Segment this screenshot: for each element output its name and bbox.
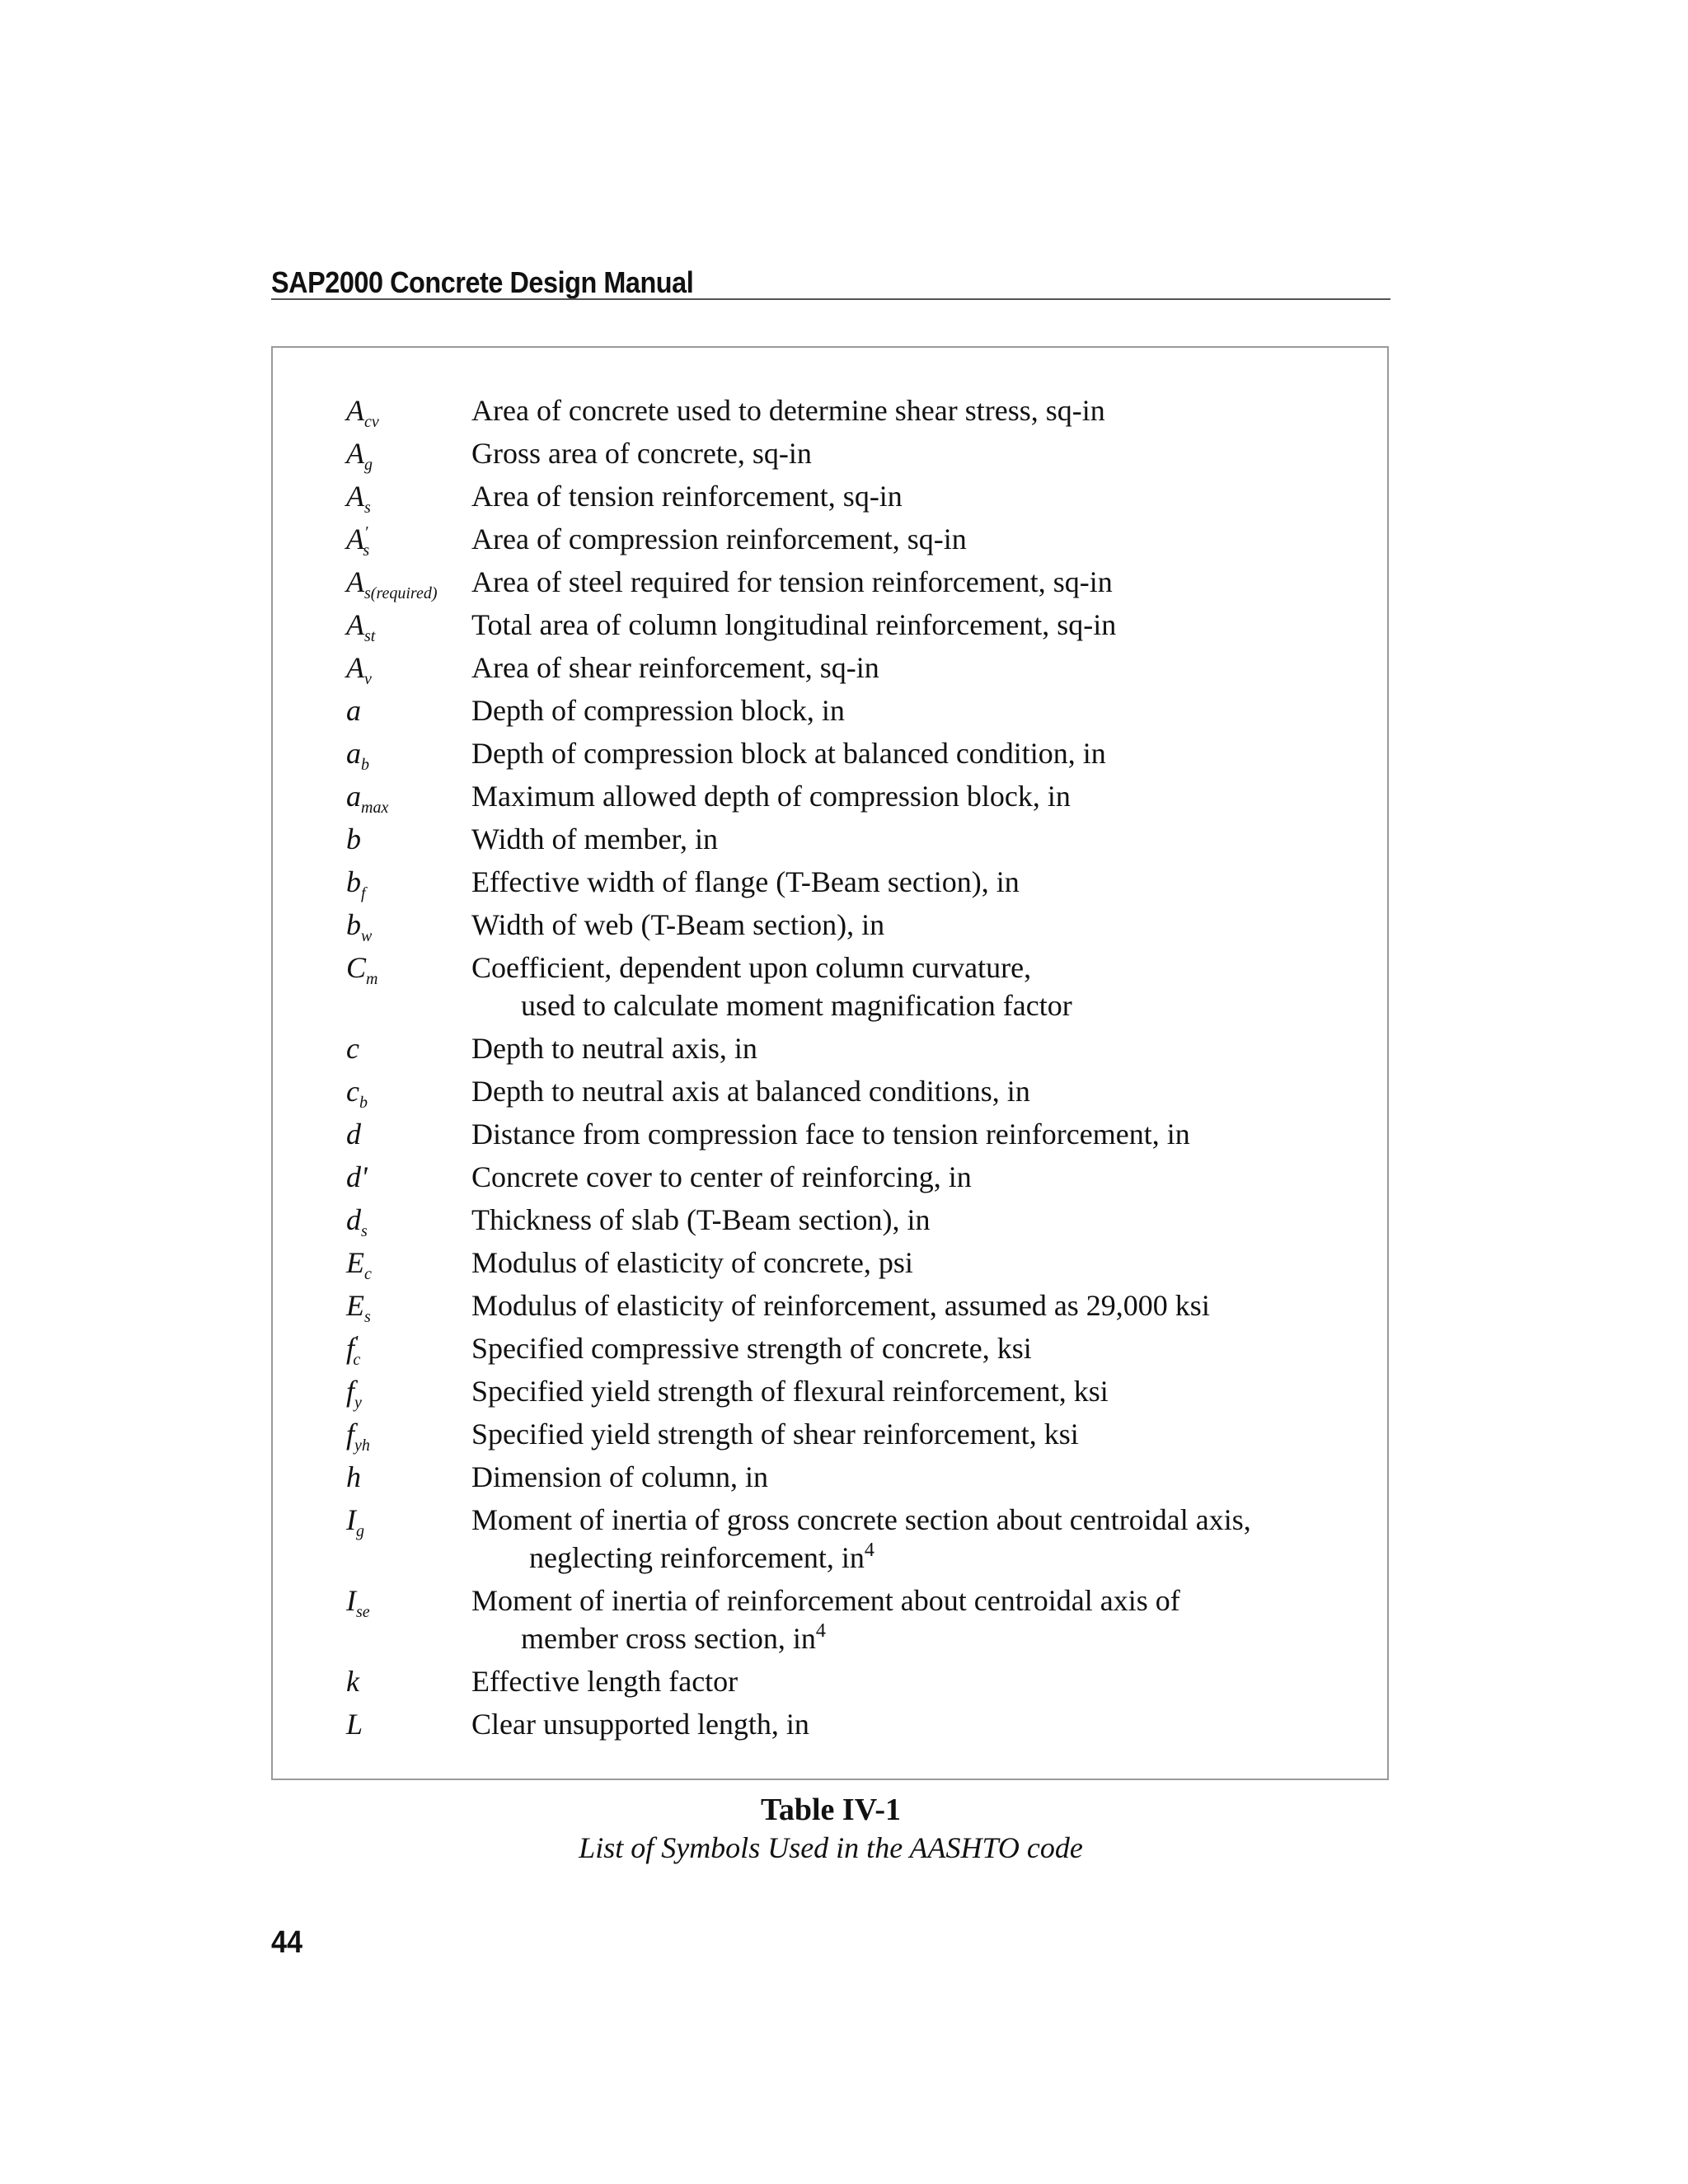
symbol: b — [346, 823, 361, 855]
symbol: $b_w$ — [346, 908, 373, 945]
symbol-row — [346, 1332, 1352, 1369]
symbol-description: Modulus of elasticity of concrete, psi — [471, 1246, 913, 1279]
symbol-description: Total area of column longitudinal reinforcement, sq-in — [471, 608, 1117, 641]
symbol-description: Modulus of elasticity of reinforcement, assumed as 29,000 ksi — [471, 1289, 1210, 1322]
symbol-description: Depth of compression block, in — [471, 694, 845, 727]
symbol-description: Area of concrete used to determine shear stress, sq-in — [471, 394, 1105, 427]
symbol-description: Clear unsupported length, in — [471, 1708, 809, 1741]
symbol-row — [346, 1418, 1352, 1455]
symbol: $f_{yh}$ — [346, 1418, 370, 1455]
symbol: $A_{s(required)}$ — [346, 565, 438, 602]
symbol: $A'_s$ — [346, 523, 370, 560]
symbol-row — [346, 1375, 1352, 1412]
symbol-description: Area of shear reinforcement, sq-in — [471, 651, 879, 684]
symbol-description: Width of member, in — [471, 823, 719, 855]
symbol-row — [346, 780, 1352, 817]
symbol-description: Thickness of slab (T-Beam section), in — [471, 1203, 931, 1236]
symbol-description: Moment of inertia of gross concrete section about centroidal axis, neglecting reinforcement, $in^4$ — [471, 1503, 1251, 1574]
symbol-description: Depth to neutral axis, in — [471, 1032, 757, 1065]
symbol-row — [346, 1503, 1352, 1574]
symbol: c — [346, 1032, 359, 1065]
symbol-description: Concrete cover to center of reinforcing, in — [471, 1160, 972, 1193]
symbol: a — [346, 694, 361, 727]
table-caption-subtitle: List of Symbols Used in the AASHTO code — [579, 1831, 1083, 1864]
symbol: $A_{st}$ — [346, 608, 376, 645]
symbol-row — [346, 480, 1352, 517]
symbol: $a_b$ — [346, 737, 369, 774]
symbol-row — [346, 394, 1352, 431]
symbol-row — [346, 1460, 1352, 1493]
symbol: $A_s$ — [346, 480, 371, 517]
symbol: $f'_c$ — [346, 1332, 361, 1369]
symbol: h — [346, 1460, 361, 1493]
symbol: $b_f$ — [346, 865, 366, 902]
symbol-row — [346, 1203, 1352, 1240]
symbol-row — [346, 651, 1352, 688]
symbol: $A_{cv}$ — [346, 394, 379, 431]
symbol-description: Depth to neutral axis at balanced conditions, in — [471, 1075, 1030, 1108]
symbol-description: Specified compressive strength of concrete, ksi — [471, 1332, 1032, 1365]
page-number: 44 — [271, 1925, 303, 1960]
symbol-description: Specified yield strength of flexural reinforcement, ksi — [471, 1375, 1109, 1408]
symbol-row — [346, 908, 1352, 945]
symbol-description: Gross area of concrete, sq-in — [471, 437, 812, 470]
symbol-row — [346, 608, 1352, 645]
symbol-description: Width of web (T-Beam section), in — [471, 908, 885, 941]
running-head-title: SAP2000 Concrete Design Manual — [271, 265, 694, 299]
symbol: $a_{max}$ — [346, 780, 389, 817]
symbol-description: Area of tension reinforcement, sq-in — [471, 480, 903, 513]
symbol-row — [346, 1708, 1352, 1741]
symbol: $A_g$ — [346, 437, 373, 474]
symbol-row — [346, 694, 1352, 727]
symbol: $C_m$ — [346, 951, 378, 988]
symbol-row — [346, 1246, 1352, 1283]
symbol: d — [346, 1118, 361, 1151]
symbol: $I_g$ — [346, 1503, 364, 1540]
symbol-row — [346, 1160, 1352, 1193]
symbol: $I_{se}$ — [346, 1584, 370, 1621]
header-rule — [271, 298, 1390, 300]
symbol: L — [346, 1708, 363, 1741]
symbol-row — [346, 437, 1352, 474]
table-caption-title: Table IV-1 — [761, 1793, 901, 1827]
symbol-row — [346, 1289, 1352, 1326]
symbol: $E_c$ — [346, 1246, 372, 1283]
symbol-row — [346, 951, 1352, 1022]
symbol-row — [346, 523, 1352, 560]
symbol: $d_s$ — [346, 1203, 368, 1240]
symbol: $E_s$ — [346, 1289, 371, 1326]
symbol-row — [346, 565, 1352, 602]
symbol-description: Coefficient, dependent upon column curvature, used to calculate moment magnification factor — [471, 951, 1072, 1022]
symbol: $f_y$ — [346, 1375, 362, 1412]
symbol-description: Depth of compression block at balanced condition, in — [471, 737, 1106, 770]
symbol: d' — [346, 1160, 368, 1193]
symbol-description: Distance from compression face to tension reinforcement, in — [471, 1118, 1190, 1151]
symbol-row — [346, 865, 1352, 902]
symbol-row — [346, 823, 1352, 855]
symbol-row — [346, 1584, 1352, 1655]
symbol-row — [346, 1075, 1352, 1112]
symbol-row — [346, 1118, 1352, 1151]
symbol-row — [346, 737, 1352, 774]
symbol-row — [346, 1665, 1352, 1698]
symbol: $c_b$ — [346, 1075, 368, 1112]
symbol-description: Specified yield strength of shear reinforcement, ksi — [471, 1418, 1079, 1451]
symbol-description: Area of steel required for tension reinforcement, sq-in — [471, 565, 1113, 598]
symbol-description: Effective width of flange (T-Beam section), in — [471, 865, 1020, 898]
symbol-row — [346, 1032, 1352, 1065]
symbol-description: Effective length factor — [471, 1665, 738, 1698]
symbol-description: Area of compression reinforcement, sq-in — [471, 523, 967, 555]
symbol-description: Dimension of column, in — [471, 1460, 768, 1493]
symbol-description: Moment of inertia of reinforcement about centroidal axis of member cross section, $in^4$ — [471, 1584, 1180, 1655]
symbol-list — [346, 394, 1352, 1750]
symbol: k — [346, 1665, 359, 1698]
symbol-description: Maximum allowed depth of compression block, in — [471, 780, 1071, 813]
symbol: $A_v$ — [346, 651, 372, 688]
